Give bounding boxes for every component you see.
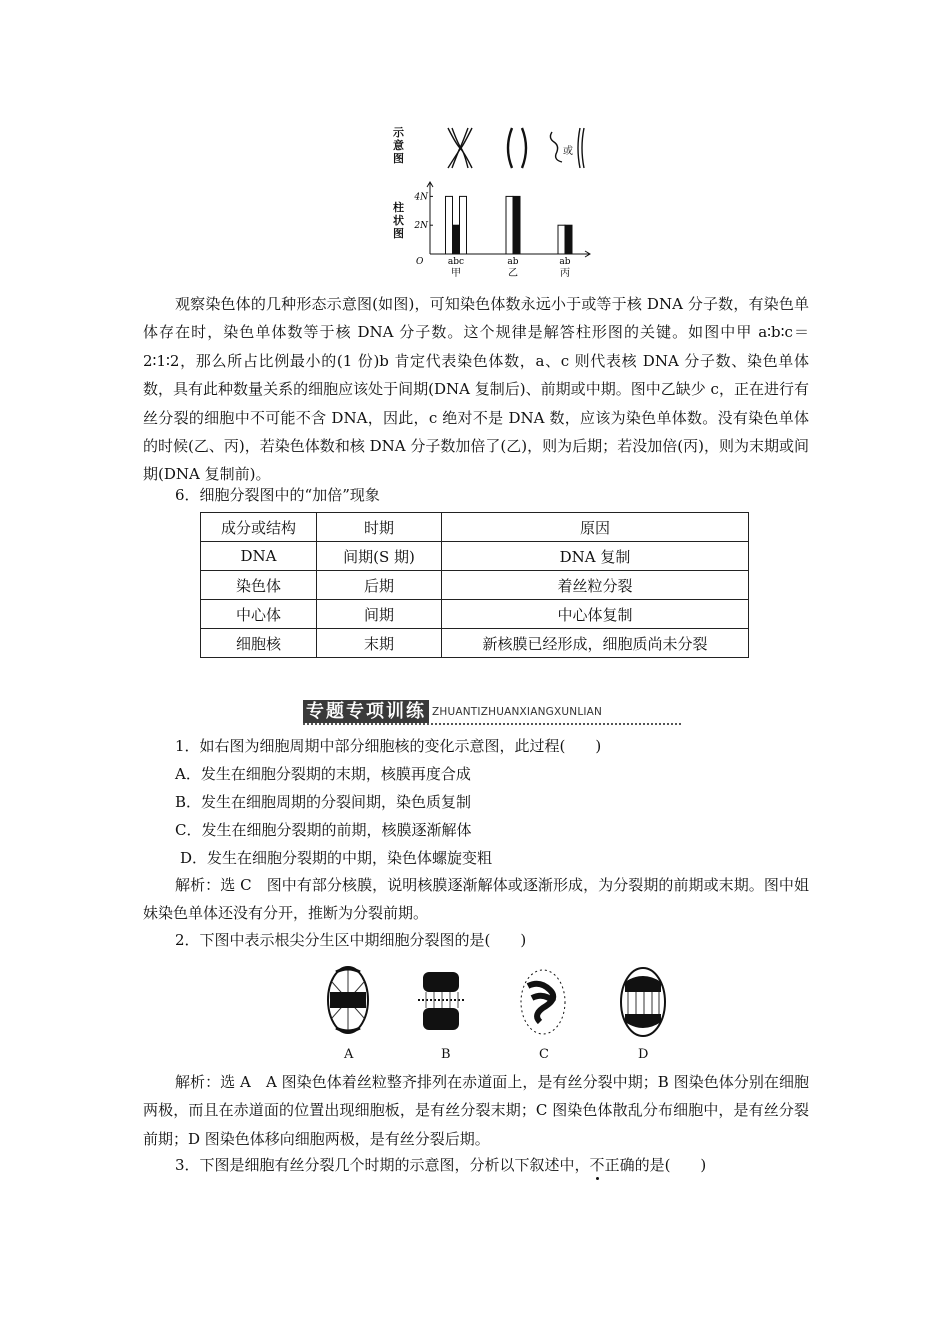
bar <box>565 225 572 254</box>
q2-stem: 2．下图中表示根尖分生区中期细胞分裂图的是( ) <box>175 931 527 949</box>
table-cell: 间期(S 期) <box>317 542 442 571</box>
table-cell: 细胞核 <box>201 629 317 658</box>
y-tick-label: 4N <box>414 192 428 203</box>
group-letters-label: abc <box>447 257 465 267</box>
table-row <box>201 571 749 600</box>
cell-a-icon <box>328 967 368 1033</box>
table-header-cell: 时期 <box>317 513 442 542</box>
cell-d-icon <box>621 968 665 1036</box>
table-cell: 中心体复制 <box>442 600 749 629</box>
q3-emphasis: 不 <box>589 1156 605 1174</box>
bar <box>558 225 565 254</box>
split-chromatid-icon <box>508 128 526 168</box>
q3-stem-before: 3．下图是细胞有丝分裂几个时期的示意图，分析以下叙述中， <box>175 1156 590 1174</box>
q2-label-b: B <box>441 1047 451 1062</box>
q2-analysis: 解析：选 A A 图染色体着丝粒整齐排列在赤道面上，是有丝分裂中期；B 图染色体分别在细胞两极，而且在赤道面的位置出现细胞板，是有丝分裂末期；C 图染色体散乱分布细胞中，是有丝分裂前期；D 图染色体移向细胞两极，是有丝分裂后期。 <box>143 1073 809 1148</box>
x-chromosome-icon <box>448 128 472 168</box>
category-label: 乙 <box>508 268 518 279</box>
y-tick-label: 2N <box>414 221 428 232</box>
q1-analysis: 解析：选 C 图中有部分核膜，说明核膜逐渐解体或逐渐形成，为分裂期的前期或末期。图中姐妹染色单体还没有分开，推断为分裂前期。 <box>143 876 809 923</box>
banner-title: 专题专项训练 <box>303 700 429 723</box>
q1-stem: 1．如右图为细胞周期中部分细胞核的变化示意图，此过程( ) <box>175 737 602 755</box>
origin-label: O <box>416 257 424 267</box>
q2-label-c: C <box>539 1047 549 1062</box>
q1-option-c: C．发生在细胞分裂期的前期，核膜逐渐解体 <box>175 821 472 839</box>
or-text: 或 <box>563 146 573 157</box>
table-cell: 末期 <box>317 629 442 658</box>
table-row <box>201 542 749 571</box>
table-header-cell: 原因 <box>442 513 749 542</box>
bar <box>506 196 513 254</box>
category-label: 丙 <box>560 268 570 279</box>
q2-label-a: A <box>344 1047 354 1062</box>
table-cell: 中心体 <box>201 600 317 629</box>
banner-subtitle: ZHUANTIZHUANXIANGXUNLIAN <box>432 706 603 718</box>
chromosome-drawings <box>430 124 600 172</box>
explanation-paragraph: 观察染色体的几种形态示意图(如图)，可知染色体数永远小于或等于核 DNA 分子数，有染色单体存在时，染色单体数等于核 DNA 分子数。这个规律是解答柱形图的关键。如图中甲 a∶b∶c＝2∶1∶2，那么所占比例最小的(1 份)b 肯定代表染色体数，a、c 则代表核 DNA 分子数、染色单体数，具有此种数量关系的细胞应该处于间期(DNA 复制后)、前期或中期。图中乙缺少 c，正在进行有丝分裂的细胞中不可能不含 DNA，因此，c 绝对不是 DNA 数，应该为染色单体数。没有染色单体的时候(乙、丙)，若染色体数和核 DNA 分子数加倍了(乙)，则为后期；若没加倍(丙)，则为末期或间期(DNA 复制前)。 <box>143 295 809 484</box>
bar <box>453 225 460 254</box>
mitosis-cells-figure <box>318 962 678 1044</box>
figure-row2-label: 柱状图 <box>393 201 404 240</box>
q1-option-a: A．发生在细胞分裂期的末期，核膜再度合成 <box>175 765 471 783</box>
q3-stem <box>175 1154 706 1175</box>
group-letters-label: ab <box>507 257 519 267</box>
section-heading-6: 6．细胞分裂图中的“加倍”现象 <box>175 486 380 504</box>
figure-row1-label: 示意图 <box>393 126 404 165</box>
table-cell: 间期 <box>317 600 442 629</box>
table-header-row <box>201 513 749 542</box>
bar-chart <box>410 178 600 282</box>
table-cell: 着丝粒分裂 <box>442 571 749 600</box>
bar <box>513 196 520 254</box>
doubling-table <box>200 512 749 658</box>
table-cell: DNA 复制 <box>442 542 749 571</box>
bar <box>460 196 467 254</box>
table-cell: 后期 <box>317 571 442 600</box>
cell-c-icon <box>521 970 565 1034</box>
banner-divider <box>303 723 681 725</box>
table-header-cell: 成分或结构 <box>201 513 317 542</box>
group-letters-label: ab <box>559 257 571 267</box>
table-cell: 新核膜已经形成，细胞质尚未分裂 <box>442 629 749 658</box>
table-row <box>201 600 749 629</box>
q2-label-d: D <box>638 1047 649 1062</box>
table-row <box>201 629 749 658</box>
cell-b-icon <box>418 972 464 1030</box>
q1-option-b: B．发生在细胞周期的分裂间期，染色质复制 <box>175 793 472 811</box>
q1-option-d: D．发生在细胞分裂期的中期，染色体螺旋变粗 <box>180 849 493 867</box>
q3-stem-after: 正确的是( ) <box>604 1156 707 1174</box>
category-label: 甲 <box>451 268 461 279</box>
table-cell: DNA <box>201 542 317 571</box>
bar <box>446 196 453 254</box>
table-cell: 染色体 <box>201 571 317 600</box>
